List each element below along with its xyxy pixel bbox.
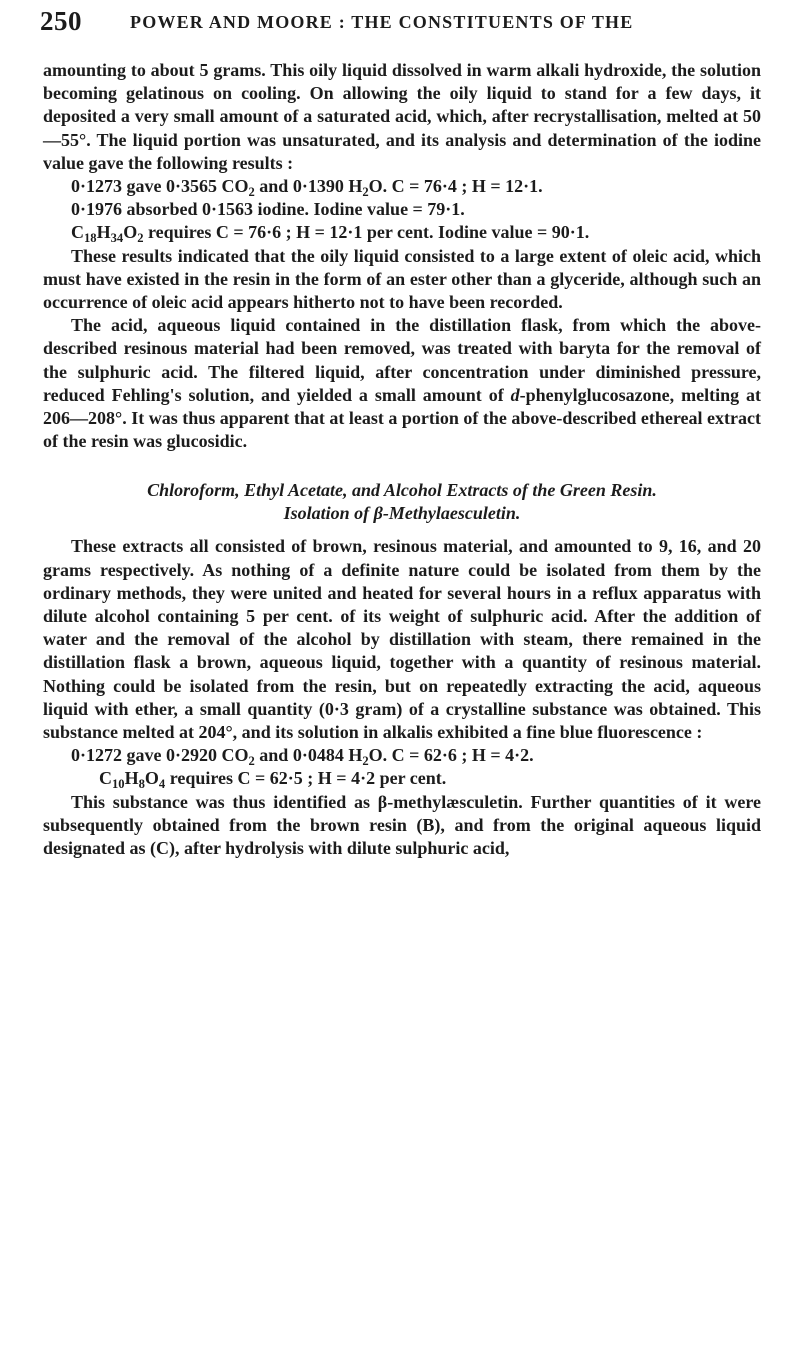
- section-heading-line2: Isolation of β-Methylaesculetin.: [283, 503, 521, 524]
- paragraph-oleic-acid: These results indicated that the oily liquid consisted to a large extent of oleic acid, which must have existed in the resin in the form of an ester other than a glyceride, although such an occurrence of oleic acid appears hitherto not to have been recorded.: [43, 245, 761, 313]
- section-heading: [43, 479, 761, 525]
- analysis-line-formula-requires: $C_{18}H_{34}O_2$ requires C = 76·6 ; H = 12·1 per cent. Iodine value = 90·1.: [71, 222, 590, 246]
- paragraph-extracts: These extracts all consisted of brown, resinous material, and amounted to 9, 16, and 20 grams respectively. As nothing of a definite nature could be isolated from them by the ordinary methods, they were united and heated for several hours in a reflux apparatus with dilute alcohol containing 5 per cent. of its weight of sulphuric acid. After the addition of water and the removal of the alcohol by distillation with steam, there remained in the distillation flask a brown, aqueous liquid, together with a quantity of resinous material. Nothing could be isolated from the resin, but on repeatedly extracting the acid, aqueous liquid with ether, a small quantity (0·3 gram) of a crystalline substance was obtained. This substance melted at 204°, and its solution in alkalis exhibited a fine blue fluorescence :: [43, 536, 761, 743]
- analysis-line-combustion: 0·1273 gave 0·3565 $CO_2$ and 0·1390 $H_2O$. C = 76·4 ; H = 12·1.: [71, 176, 543, 199]
- page-number: 250: [40, 6, 82, 36]
- analysis-line-iodine: 0·1976 absorbed 0·1563 iodine. Iodine value = 79·1.: [71, 199, 465, 220]
- section-heading-line1: Chloroform, Ethyl Acetate, and Alcohol Extracts of the Green Resin.: [147, 480, 657, 501]
- analysis-block-oleic: [43, 175, 761, 245]
- page-header: [40, 6, 760, 42]
- body-text: [43, 59, 761, 860]
- running-title: POWER AND MOORE : THE CONSTITUENTS OF THE: [130, 12, 634, 32]
- paragraph-oily-liquid: amounting to about 5 grams. This oily liquid dissolved in warm alkali hydroxide, the solution becoming gelatinous on cooling. On allowing the oily liquid to stand for a few days, it deposited a very small amount of a saturated acid, which, after recrystallisation, melted at 50—55°. The liquid portion was unsaturated, and its analysis and determination of the iodine value gave the following results :: [43, 60, 761, 173]
- analysis-line-formula-requires-2: $C_{10}H_8O_4$ requires C = 62·5 ; H = 4·2 per cent.: [99, 768, 447, 792]
- paragraph-identification: This substance was thus identified as β-methylæsculetin. Further quantities of it were subsequently obtained from the brown resin (B), and from the original aqueous liquid designated as (C), after hydrolysis with dilute sulphuric acid,: [43, 791, 761, 859]
- analysis-block-methylaesculetin: [43, 744, 761, 790]
- paragraph-aqueous-liquid: The acid, aqueous liquid contained in the distillation flask, from which the above-described resinous material had been removed, was treated with baryta for the removal of the sulphuric acid. The filtered liquid, after concentration under diminished pressure, reduced Fehling's solution, and yielded a small amount of d-phenylglucosazone, melting at 206—208°. It was thus apparent that at least a portion of the above-described ethereal extract of the resin was glucosidic.: [43, 315, 762, 452]
- analysis-line-combustion-2: 0·1272 gave 0·2920 $CO_2$ and 0·0484 $H_2O$. C = 62·6 ; H = 4·2.: [71, 745, 534, 769]
